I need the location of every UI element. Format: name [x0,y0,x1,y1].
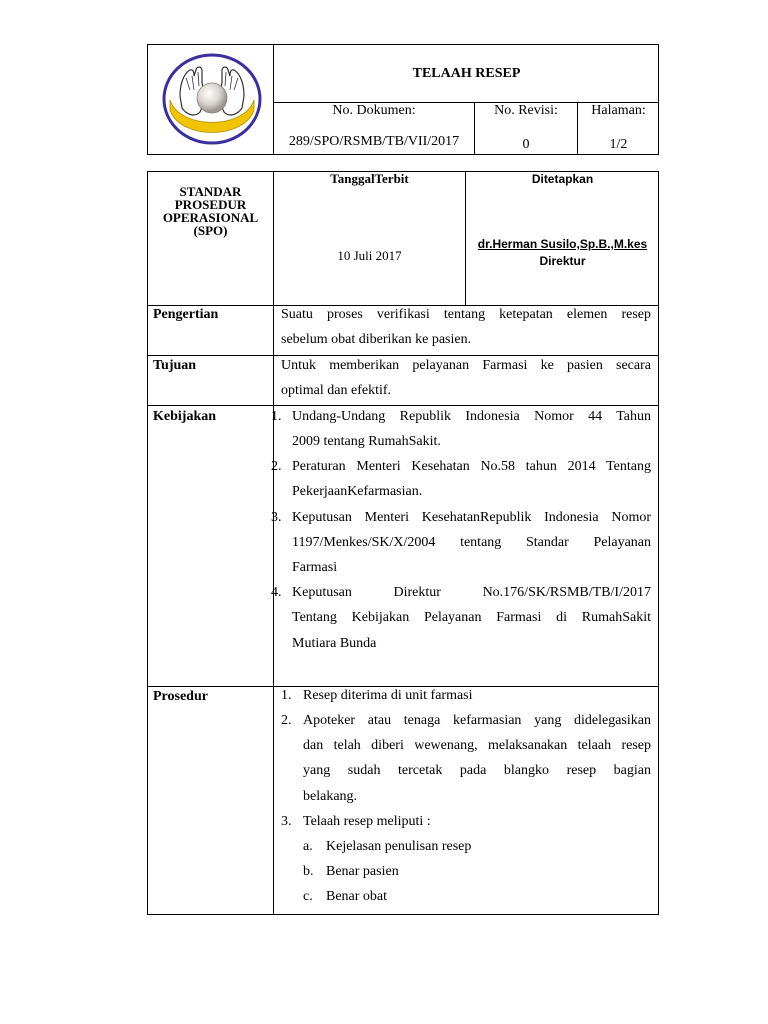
prosedur-item-number: 2. [281,713,292,728]
prosedur-item-number: 3. [281,814,292,829]
kebijakan-item-number: 4. [271,585,282,600]
kebijakan-item-number: 3. [271,510,282,525]
tujuan-text-line: Untuk memberikan pelayanan Farmasi ke pasien secara [281,358,651,373]
tujuan-text-line: optimal dan efektif. [281,383,392,398]
hands-holding-pearl-icon [160,52,264,146]
prosedur-item-line: Resep diterima di unit farmasi [303,688,473,703]
kebijakan-item-line: 1197/Menkes/SK/X/2004 tentang Standar Pelayanan [292,535,651,550]
kebijakan-item-line: Keputusan Menteri KesehatanRepublik Indonesia Nomor [292,510,651,525]
hospital-logo [160,52,264,146]
kebijakan-item-number: 1. [271,409,282,424]
pengertian-text-line: Suatu proses verifikasi tentang ketepatan elemen resep [281,307,651,322]
approver-title: Direktur [539,254,586,268]
kebijakan-item-line: Peraturan Menteri Kesehatan No.58 tahun 2014 Tentang [292,459,651,474]
section-label-tujuan: Tujuan [153,358,197,373]
issued-date-label: TanggalTerbit [330,171,409,186]
prosedur-subitem-text: Benar pasien [326,864,399,879]
prosedur-item-line: Apoteker atau tenaga kefarmasian yang didelegasikan [303,713,651,728]
prosedur-item-number: 1. [281,688,292,703]
prosedur-subitem-letter: a. [303,839,313,854]
section-label-kebijakan: Kebijakan [153,409,217,424]
prosedur-subitem-text: Kejelasan penulisan resep [326,839,472,854]
kebijakan-item-number: 2. [271,459,282,474]
prosedur-item-line: Telaah resep meliputi : [303,814,431,829]
document-number-label: No. Dokumen: [332,103,416,118]
revision-label: No. Revisi: [494,103,558,118]
prosedur-item-line: yang sudah tercetak pada blangko resep bagian [303,763,651,778]
document-number-value: 289/SPO/RSMB/TB/VII/2017 [288,134,460,149]
section-label-pengertian: Pengertian [153,307,219,322]
revision-value: 0 [522,137,530,152]
kebijakan-item-line: Keputusan Direktur No.176/SK/RSMB/TB/I/2017 [292,585,651,600]
section-label-prosedur: Prosedur [153,689,208,704]
kebijakan-item-line: Farmasi [292,560,338,575]
document-title: TELAAH RESEP [412,66,521,81]
page-value: 1/2 [609,137,628,152]
spo-label: STANDAR PROSEDUR OPERASIONAL (SPO) [162,184,259,238]
kebijakan-item-line: Undang-Undang Republik Indonesia Nomor 44 Tahun [292,409,651,424]
prosedur-item-line: belakang. [303,789,358,804]
prosedur-subitem-text: Benar obat [326,889,388,904]
pengertian-text-line: sebelum obat diberikan ke pasien. [281,332,472,347]
page-label: Halaman: [591,103,646,118]
issued-date-value: 10 Juli 2017 [337,248,402,263]
prosedur-item-line: dan telah diberi wewenang, melaksanakan telaah resep [303,738,651,753]
kebijakan-item-line: Mutiara Bunda [292,636,377,651]
kebijakan-item-line: 2009 tentang RumahSakit. [292,434,441,449]
prosedur-subitem-letter: b. [303,864,314,879]
prosedur-subitem-letter: c. [303,889,313,904]
kebijakan-item-line: PekerjaanKefarmasian. [292,484,423,499]
kebijakan-item-line: Tentang Kebijakan Pelayanan Farmasi di RumahSakit [292,610,651,625]
table-divider [273,171,274,915]
approved-label: Ditetapkan [531,172,594,186]
approver-name: dr.Herman Susilo,Sp.B.,M.kes [477,237,648,251]
